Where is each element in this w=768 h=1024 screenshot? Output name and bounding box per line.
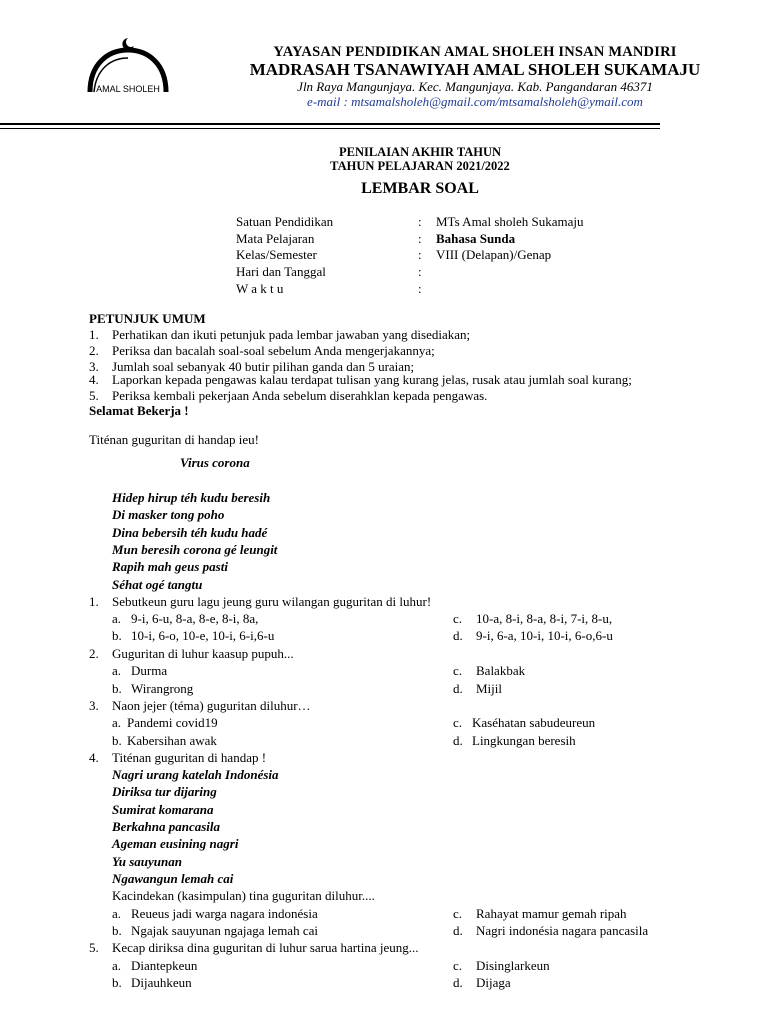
instruction-text: Periksa kembali pekerjaan Anda sebelum diserahklan kepada pengawas. [112, 388, 488, 403]
option-label: b. [112, 975, 122, 990]
poem-line: Séhat ogé tangtu [112, 577, 203, 592]
option-label: a. [112, 958, 122, 973]
poem-line: Dina bebersih téh kudu hadé [112, 525, 268, 540]
question-text: Titénan guguritan di handap ! [112, 750, 267, 765]
option-text: Dijauhkeun [131, 975, 192, 990]
option-text: Nagri indonésia nagara pancasila [476, 923, 649, 938]
option-label: d. [453, 975, 463, 990]
instruction-text: Periksa dan bacalah soal-soal sebelum Anda mengerjakannya; [112, 343, 435, 358]
poem-line: Ageman eusining nagri [112, 836, 239, 851]
question-prompt: Kacindekan (kasimpulan) tina guguritan diluhur.... [112, 888, 375, 903]
school-name: MADRASAH TSANAWIYAH AMAL SHOLEH SUKAMAJU [249, 60, 701, 79]
option-text: Ngajak sauyunan ngajaga lemah cai [131, 923, 318, 938]
question-number: 5. [89, 940, 99, 955]
poem-line: Rapih mah geus pasti [112, 559, 228, 574]
school-logo [84, 34, 172, 104]
info-colon: : [418, 281, 422, 296]
option-text: Wirangrong [131, 681, 194, 696]
exam-title: PENILAIAN AKHIR TAHUN [338, 145, 502, 159]
poem-line: Ngawangun lemah cai [112, 871, 234, 886]
reading-intro: Titénan guguritan di handap ieu! [89, 432, 259, 447]
foundation-name: YAYASAN PENDIDIKAN AMAL SHOLEH INSAN MANDIRI [273, 44, 677, 60]
instruction-number: 5. [89, 388, 99, 403]
instruction-text: Laporkan kepada pengawas kalau terdapat tulisan yang kurang jelas, rusak atau jumlah soal kurang; [112, 372, 632, 387]
question-number: 3. [89, 698, 99, 713]
info-value: VIII (Delapan)/Genap [436, 247, 552, 262]
info-row [0, 264, 768, 280]
poem-line: Hidep hirup téh kudu beresih [112, 490, 271, 505]
option-label: a. [112, 663, 122, 678]
option-text: Reueus jadi warga nagara indonésia [131, 906, 318, 921]
question-number: 2. [89, 646, 99, 661]
question-text: Guguritan di luhur kaasup pupuh... [112, 646, 294, 661]
poem-line: Berkahna pancasila [112, 819, 220, 834]
instruction-number: 4. [89, 372, 99, 387]
instructions-heading: PETUNJUK UMUM [89, 311, 206, 326]
option-text: Durma [131, 663, 168, 678]
option-label: a. [112, 611, 122, 626]
instruction-number: 2. [89, 343, 99, 358]
poem-line: Di masker tong poho [112, 507, 225, 522]
instructions-closing: Selamat Bekerja ! [89, 403, 189, 418]
poem-line: Mun beresih corona gé leungit [112, 542, 278, 557]
option-text: Balakbak [476, 663, 526, 678]
option-label: a. [112, 715, 122, 730]
school-address: Jln Raya Mangunjaya. Kec. Mangunjaya. Kab. Pangandaran 46371 [297, 79, 653, 94]
option-text: Diantepkeun [131, 958, 198, 973]
poem-title: Virus corona [180, 455, 250, 470]
poem-line: Diriksa tur dijaring [112, 784, 217, 799]
info-row [0, 231, 768, 247]
header-divider [0, 123, 660, 125]
info-key: Mata Pelajaran [236, 231, 315, 246]
option-text: Dijaga [476, 975, 511, 990]
poem-line: Nagri urang katelah Indonésia [112, 767, 279, 782]
option-text: Rahayat mamur gemah ripah [476, 906, 627, 921]
info-key: Kelas/Semester [236, 247, 317, 262]
instruction-number: 3. [89, 359, 99, 374]
option-text: Kaséhatan sabudeureun [472, 715, 596, 730]
option-label: d. [453, 923, 463, 938]
poem-line: Sumirat komarana [112, 802, 214, 817]
option-label: b. [112, 681, 122, 696]
info-key: W a k t u [236, 281, 284, 296]
info-row [0, 214, 768, 230]
option-label: b. [112, 628, 122, 643]
option-label: c. [453, 611, 463, 626]
info-key: Hari dan Tanggal [236, 264, 326, 279]
info-value: Bahasa Sunda [436, 231, 516, 246]
question-text: Kecap diriksa dina guguritan di luhur sarua hartina jeung... [112, 940, 419, 955]
info-row [0, 281, 768, 297]
option-label: a. [112, 906, 122, 921]
info-key: Satuan Pendidikan [236, 214, 334, 229]
option-label: d. [453, 628, 463, 643]
option-text: 10-i, 6-o, 10-e, 10-i, 6-i,6-u [131, 628, 275, 643]
option-text: 9-i, 6-u, 8-a, 8-e, 8-i, 8a, [131, 611, 259, 626]
option-text: Kabersihan awak [127, 733, 217, 748]
instruction-number: 1. [89, 327, 99, 342]
school-email: e-mail : mtsamalsholeh@gmail.com/mtsamalsholeh@ymail.com [307, 94, 643, 109]
option-label: c. [453, 715, 463, 730]
logo-text: AMAL SHOLEH [96, 84, 160, 94]
option-label: b. [112, 923, 122, 938]
academic-year: TAHUN PELAJARAN 2021/2022 [330, 159, 510, 173]
option-text: Disinglarkeun [476, 958, 550, 973]
instruction-text: Perhatikan dan ikuti petunjuk pada lembar jawaban yang disediakan; [112, 327, 471, 342]
sheet-title: LEMBAR SOAL [361, 180, 479, 197]
question-text: Naon jejer (téma) guguritan diluhur… [112, 698, 311, 713]
option-label: d. [453, 681, 463, 696]
option-text: Lingkungan beresih [472, 733, 576, 748]
option-text: Mijil [476, 681, 503, 696]
option-label: d. [453, 733, 463, 748]
option-label: c. [453, 663, 463, 678]
option-label: c. [453, 958, 463, 973]
option-label: b. [112, 733, 122, 748]
question-number: 4. [89, 750, 99, 765]
question-text: Sebutkeun guru lagu jeung guru wilangan guguritan di luhur! [112, 594, 432, 609]
info-colon: : [418, 214, 422, 229]
option-label: c. [453, 906, 463, 921]
info-colon: : [418, 247, 422, 262]
info-colon: : [418, 264, 422, 279]
option-text: 9-i, 6-a, 10-i, 10-i, 6-o,6-u [476, 628, 613, 643]
info-value: MTs Amal sholeh Sukamaju [436, 214, 584, 229]
option-text: Pandemi covid19 [127, 715, 218, 730]
option-text: 10-a, 8-i, 8-a, 8-i, 7-i, 8-u, [476, 611, 613, 626]
info-row [0, 247, 768, 263]
info-colon: : [418, 231, 422, 246]
header-divider-thin [0, 128, 660, 129]
instruction-text: Jumlah soal sebanyak 40 butir pilihan ganda dan 5 uraian; [112, 359, 415, 374]
question-number: 1. [89, 594, 99, 609]
poem-line: Yu sauyunan [112, 854, 182, 869]
